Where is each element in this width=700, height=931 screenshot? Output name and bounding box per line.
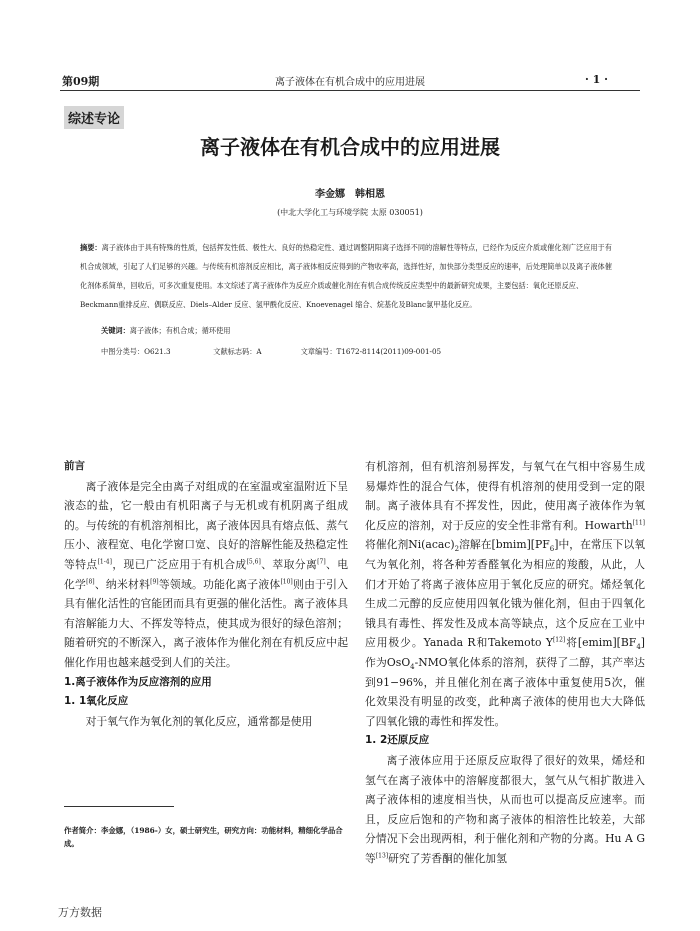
running-title: 离子液体在有机合成中的应用进展 [275,77,425,88]
citation: [1-4] [97,558,112,566]
section-heading-1: 1.离子液体作为反应溶剂的应用 [64,675,212,688]
keywords [101,326,230,336]
classification-row [101,347,621,357]
abstract-label: 摘要： [80,243,102,252]
footnote-divider [64,806,174,807]
intro-heading: 前言 [64,460,85,472]
article-title: 离子液体在有机合成中的应用进展 [200,135,500,159]
oxidation-paragraph-cont: 有机溶剂，但有机溶剂易挥发，与氧气在气相中容易生成易爆炸性的混合气体，使得有机溶剂的使用受到一定的限制。离子液体具有不挥发性，因此，使用离子液体作为氧化反应的溶剂，对于反应的安全性非常有利。Howarth[11]将催化剂$Ni(acac)_2$溶解在$[bmim][PF_6]$中，在常压下以氧气为氧化剂，将各种芳香醛氧化为相应的羧酸，从此，人们才开始了将离子液体应用于氧化反应的研究。烯烃氧化生成二元醇的反应使用四氧化锇为催化剂，但由于四氧化锇具有毒性、挥发性及成本高等缺点，这个反应在工业中应用极少。Yanada R和Takemoto Y[12]将$[emim][BF_4]$作为OsO$_4$-NMO氧化体系的溶剂，获得了二醇，其产率达到91−96%，并且催化剂在离子液体中重复使用5次，催化效果没有明显的改变，此种离子液体的使用也大大降低了四氧化锇的毒性和挥发性。 [365,460,646,728]
citation: [12] [552,636,566,644]
left-column [64,457,348,731]
author-footnote: 作者简介：李金娜，（1986-）女，硕士研究生，研究方向：功能材料，精细化学品合成。 [64,826,343,848]
subsection-heading-1-2: 1. 2还原反应 [365,734,430,747]
citation: [8] [86,577,95,585]
reduction-paragraph: 离子液体应用于还原反应取得了很好的效果，烯烃和氢气在离子液体中的溶解度都很大，氢气从气相扩散进入离子液体相的速度相当快，从而也可以提高反应速率。而且，反应后饱和的产物和离子液体的相溶性比较差，大部分情况下会出现两相，利于催化剂和产物的分离。Hu A G等[13]研究了芳香酮的催化加氢 [365,753,645,865]
citation: [5,6] [246,558,261,566]
citation: [7] [317,558,326,566]
citation: [13] [375,852,389,860]
abstract [80,238,615,314]
document-code: 文献标志码：A [213,347,262,356]
citation: [10] [280,577,293,585]
abstract-text: 离子液体由于具有特殊的性质，包括挥发性低、极性大、良好的热稳定性、通过调整阴阳离子选择不同的溶解性等特点，已经作为反应介质或催化剂广泛应用于有机合成领域，引起了人们足够的兴趣。与传统有机溶剂反应相比，离子液体相反应得到的产物收率高，选择性好，加快部分类型反应的速率，后处理简单以及离子液体催化剂体系简单，回收后，可多次重复使用。本文综述了离子液体作为反应介质或催化剂在有机合成传统反应类型中的最新研究成果，主要包括：氧化还原反应、Beckmann重排反应、偶联反应、Diels–Alder 反应、氢甲酰化反应、Knoevenagel 缩合、烷基化及Blanc氯甲基化反应。 [80,243,612,309]
citation: [11] [632,519,645,527]
affiliation: (中北大学化工与环境学院 太原 030051) [277,208,423,217]
watermark: 万方数据 [58,906,102,919]
right-column [365,457,645,868]
authors: 李金娜 韩相恩 [315,189,385,200]
clc-number: 中图分类号：O621.3 [101,347,171,356]
intro-paragraph: 离子液体是完全由离子对组成的在室温或室温附近下呈液态的盐，它一般由有机阳离子与无机或有机阴离子组成的。与传统的有机溶剂相比，离子液体因具有熔点低、蒸气压小、液程宽、电化学窗口宽、良好的溶解性能及热稳定性等特点[1-4]，现已广泛应用于有机合成[5,6]、萃取分离[7]、电化学[8]、纳米材料[9]等领域。功能化离子液体[10]则由于引入具有催化活性的官能团而具有更强的催化活性。离子液体具有溶解能力大、不挥发等特点，使其成为很好的绿色溶剂；随着研究的不断深入，离子液体作为催化剂在有机反应中起催化作用也越来越受到人们的关注。 [64,479,349,669]
journal-issue: 第09期 [62,75,100,88]
page-number: · 1 · [585,73,608,86]
subsection-heading-1-1: 1. 1氧化反应 [64,695,129,708]
oxidation-paragraph-start: 对于氧气作为氧化剂的氧化反应，通常都是使用 [85,714,313,728]
citation: [9] [150,577,159,585]
section-tag: 综述专论 [64,106,124,129]
keywords-label: 关键词： [101,326,130,335]
header-divider [60,90,640,91]
keywords-text: 离子液体；有机合成；循环使用 [129,326,231,335]
article-number: 文章编号：T1672-8114(2011)09-001-05 [300,347,442,356]
